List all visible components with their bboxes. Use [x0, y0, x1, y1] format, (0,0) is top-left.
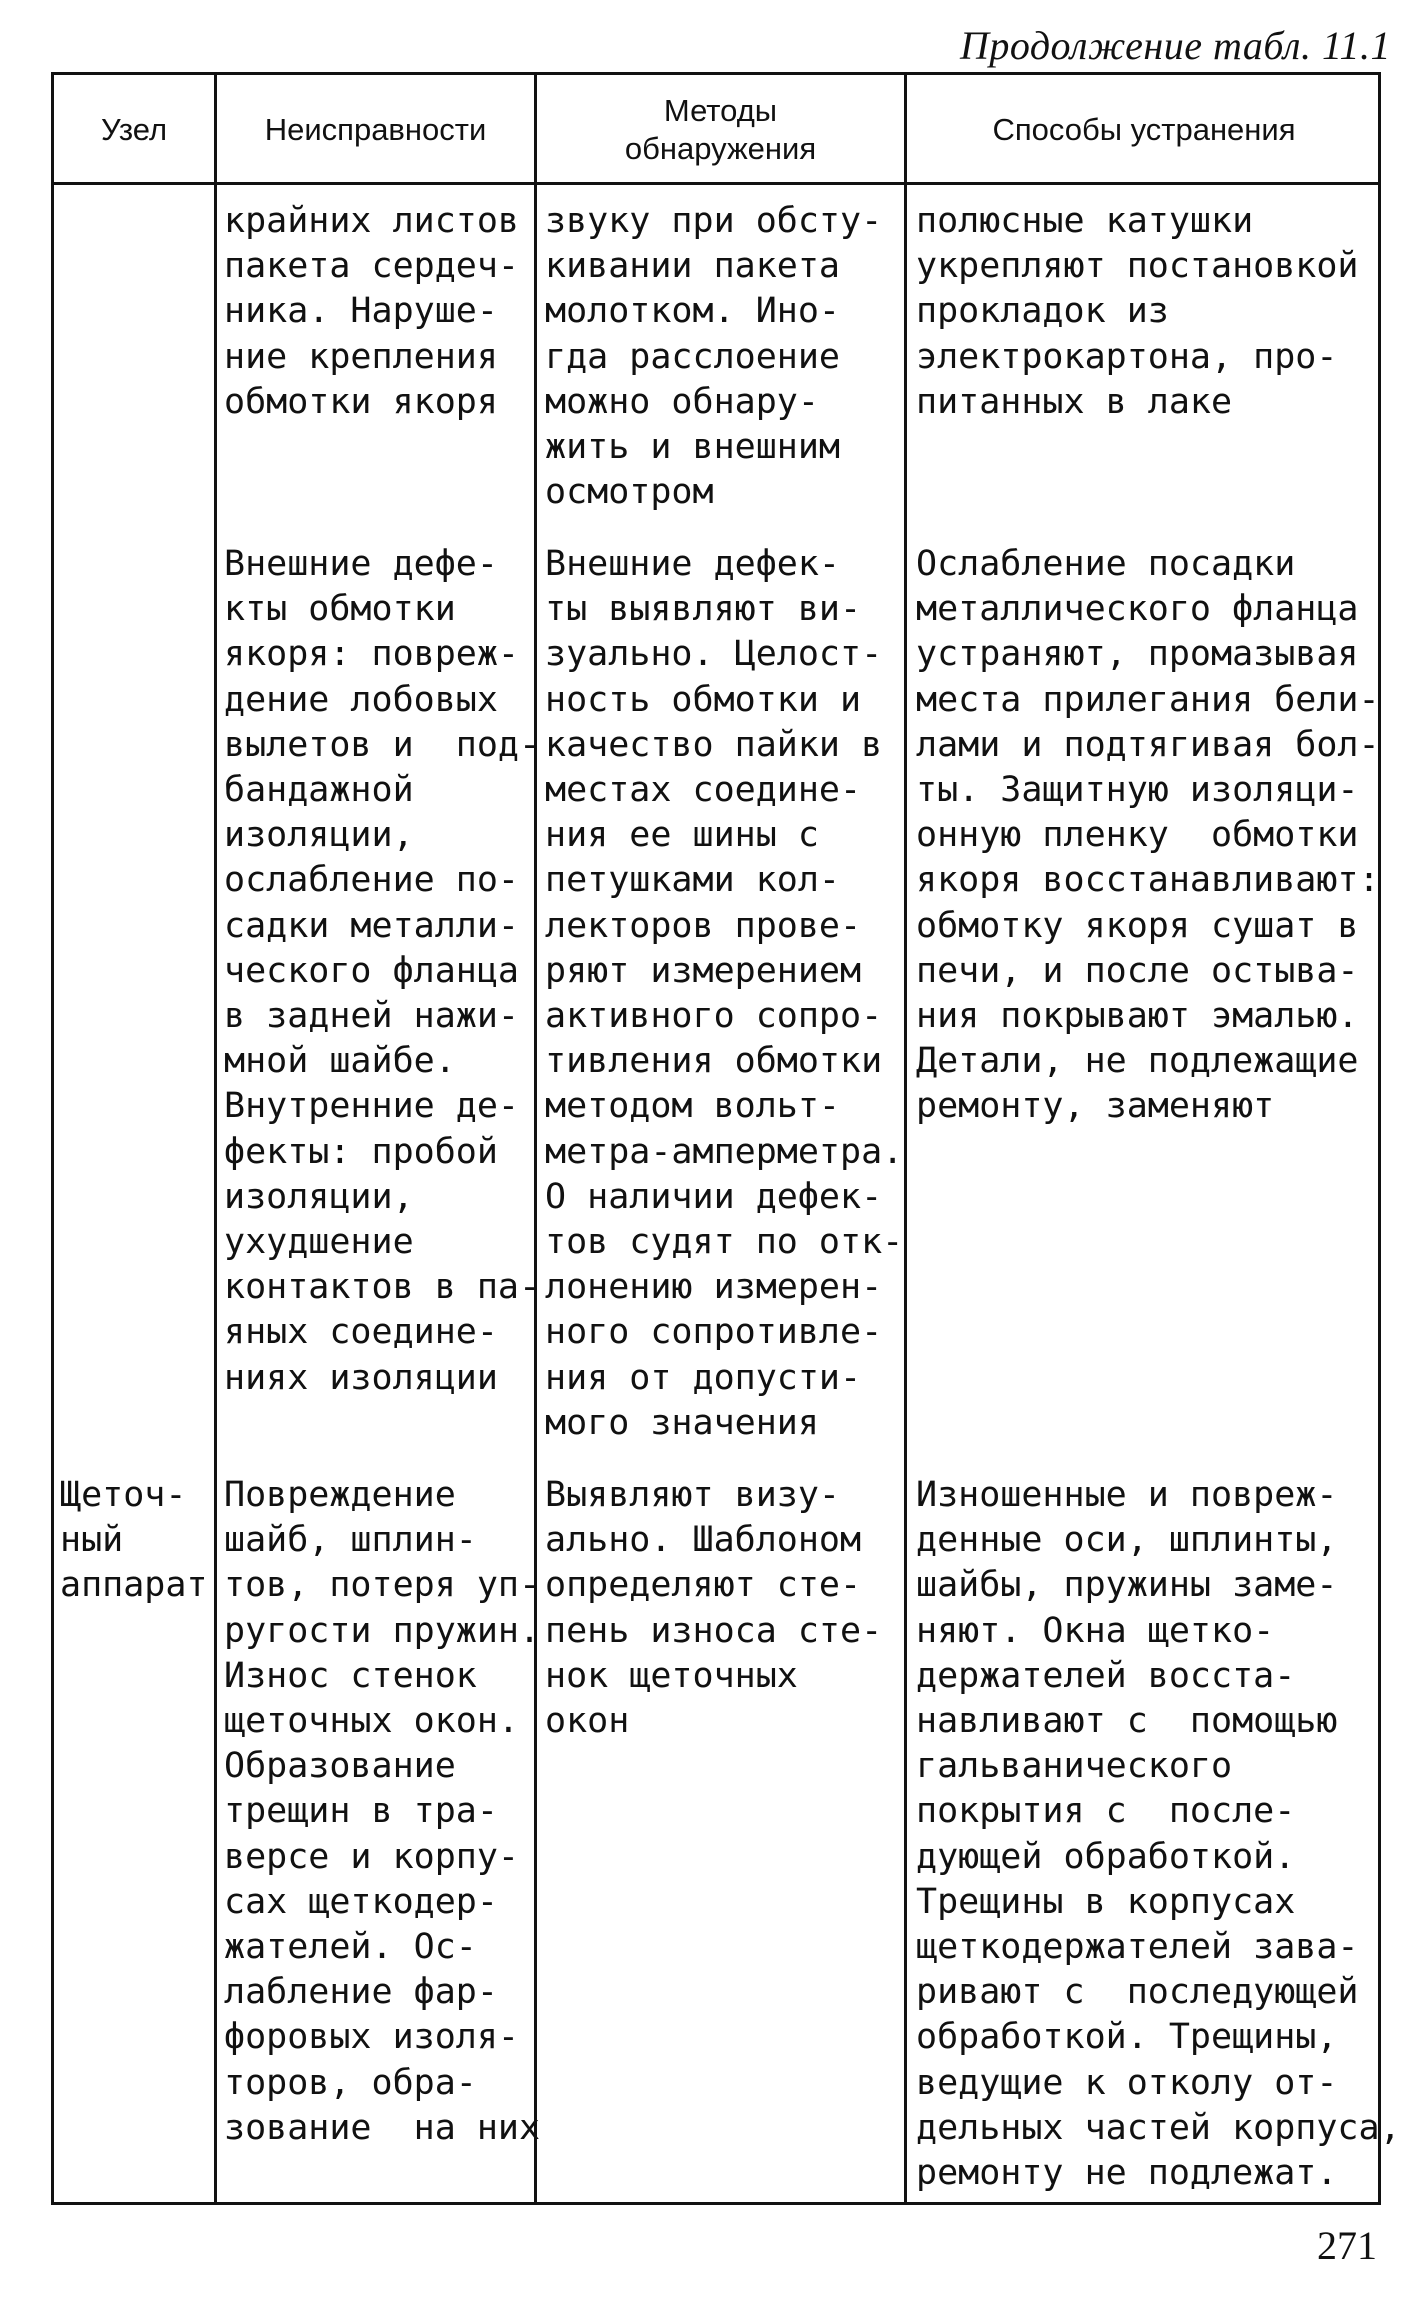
header-detection: Методы обнаружения — [624, 93, 817, 166]
table-caption: Продолжение табл. 11.1 — [959, 23, 1391, 68]
row-3-remedy: Изношенные и повреж- денные оси, шплинты, шайбы, пружины заме- няют. Окна щетко- держателей восста- навливают с помощью гальванического покрытия с после- дующей обработкой. Трещины в корпусах щеткодержателей зава- ривают с последующей обработкой. Трещины, ведущие к отколу от- дельных частей корпуса, ремонту не подлежат. — [916, 1475, 1401, 2194]
row-2-faults: Внешние дефе- кты обмотки якоря: повреж- дение лобовых вылетов и под- бандажной изоляции, ослабление по- садки металли- ческого фланца в задней нажи- мной шайбе. Внутренние де- фекты: пробой изоляции, ухудшение контактов в па- яных соедине- ниях изоляции — [224, 544, 541, 1398]
column-divider-3 — [904, 75, 907, 2202]
column-divider-1 — [214, 75, 217, 2202]
header-remedy: Способы устранения — [992, 112, 1296, 147]
row-2-remedy: Ослабление посадки металлического фланца устраняют, промазывая места прилегания бели- лами и подтягивая бол- ты. Защитную изоляци- онную пленку обмотки якоря восстанавливают: обмотку якоря сушат в печи, и после остыва- ния покрывают эмалью. Детали, не подлежащие ремонту, заменяют — [916, 544, 1380, 1127]
row-2-detection: Внешние дефек- ты выявляют ви- зуально. Целост- ность обмотки и качество пайки в местах соедине- ния ее шины с петушками кол- лекторов прове- ряют измерением активного сопро- тивления обмотки методом вольт- метра-амперметра. О наличии дефек- тов судят по отк- лонению измерен- ного сопротивле- ния от допусти- мого значения — [545, 544, 904, 1443]
page-number: 271 — [1317, 2223, 1377, 2268]
header-unit: Узел — [100, 112, 168, 147]
header-faults: Неисправности — [264, 112, 487, 147]
row-3-faults: Повреждение шайб, шплин- тов, потеря уп- ругости пружин. Износ стенок щеточных окон. Образование трещин в тра- версе и корпу- сах щеткодер- жателей. Ос- лабление фар- форовых изоля- торов, обра- зование на них — [224, 1475, 541, 2148]
row-1-detection: звуку при обсту- кивании пакета молотком. Ино- гда расслоение можно обнару- жить и внешним осмотром — [545, 201, 883, 513]
row-3-detection: Выявляют визу- ально. Шаблоном определяют сте- пень износа сте- нок щеточных окон — [545, 1475, 883, 1742]
fault-table — [51, 72, 1401, 2205]
row-3-unit: Щеточ- ный аппарат — [60, 1475, 208, 1606]
row-1-remedy: полюсные катушки укрепляют постановкой прокладок из электрокартона, про- питанных в лаке — [916, 201, 1359, 422]
row-1-faults: крайних листов пакета сердеч- ника. Наруше- ние крепления обмотки якоря — [224, 201, 520, 422]
